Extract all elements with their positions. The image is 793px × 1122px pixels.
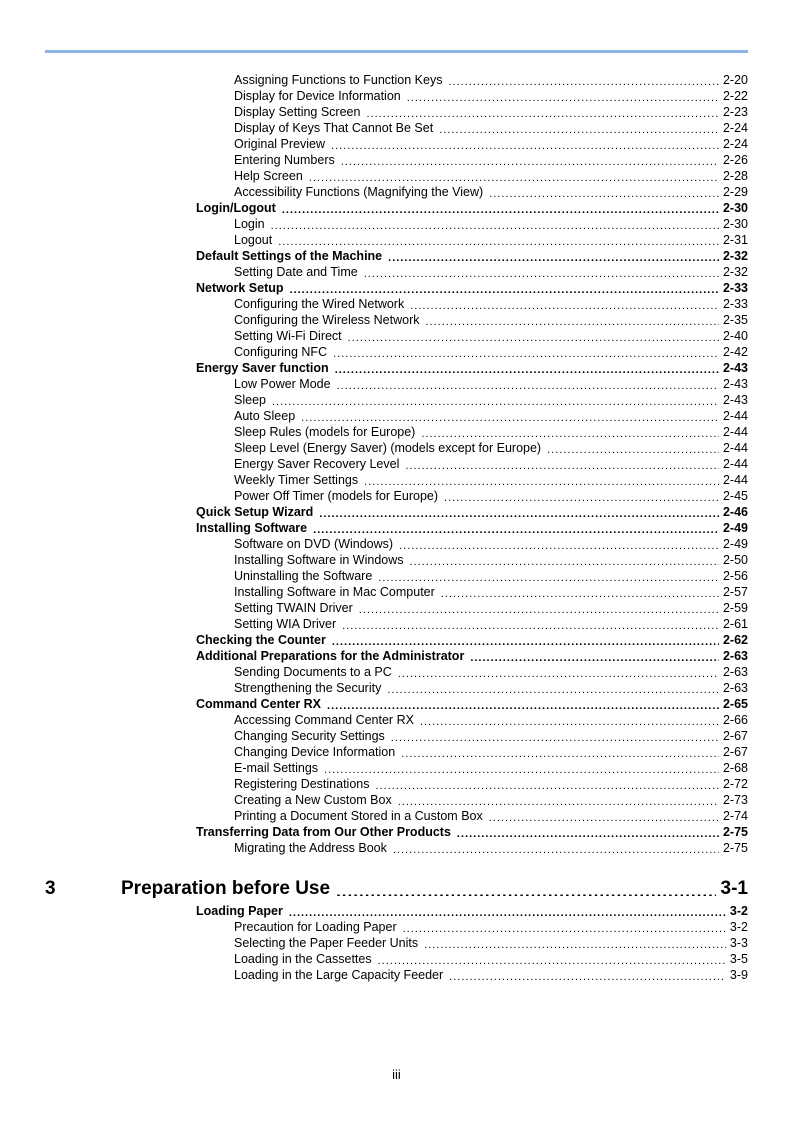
entry-page-number: 2-42 [722,345,748,359]
entry-title: Sleep [234,393,266,407]
entry-title: Default Settings of the Machine [196,249,383,263]
entry-page-number: 2-57 [722,585,748,599]
toc-subentry[interactable] [234,296,748,312]
toc-section-entry[interactable] [196,360,748,376]
entry-title: Setting Date and Time [234,265,358,279]
dot-leader [313,521,719,533]
entry-title: Energy Saver function [196,361,329,375]
dot-leader [364,473,719,485]
entry-title: Checking the Counter [196,633,326,647]
dot-leader [444,489,719,501]
dot-leader [407,89,719,101]
dot-leader [449,968,726,980]
chapter-entry[interactable] [121,878,748,900]
entry-page-number: 2-26 [722,153,748,167]
entry-title: Creating a New Custom Box [234,793,392,807]
entry-page-number: 2-44 [722,473,748,487]
entry-page-number: 2-61 [722,617,748,631]
toc-subentry[interactable] [234,792,748,808]
dot-leader [278,233,719,245]
dot-leader [410,553,719,565]
toc-subentry[interactable] [234,776,748,792]
dot-leader [448,73,719,85]
dot-leader [290,281,719,293]
entry-title: Installing Software in Mac Computer [234,585,435,599]
chapter-title: Preparation before Use [121,878,331,899]
toc-subentry[interactable] [234,216,748,232]
entry-title: Migrating the Address Book [234,841,387,855]
entry-page-number: 2-20 [722,73,748,87]
toc-subentry[interactable] [234,184,748,200]
entry-title: Registering Destinations [234,777,370,791]
entry-page-number: 3-9 [729,968,748,982]
entry-title: Quick Setup Wizard [196,505,314,519]
dot-leader [441,585,719,597]
toc-section-entry[interactable] [196,520,748,536]
toc-subentry[interactable] [234,376,748,392]
toc-subentry[interactable] [234,600,748,616]
entry-page-number: 3-2 [729,904,748,918]
dot-leader [336,880,715,896]
dot-leader [272,393,719,405]
toc-subentry[interactable] [234,680,748,696]
dot-leader [398,793,719,805]
entry-page-number: 2-30 [722,201,748,215]
dot-leader [319,505,719,517]
entry-title: Software on DVD (Windows) [234,537,394,551]
entry-title: Energy Saver Recovery Level [234,457,400,471]
entry-page-number: 2-49 [722,537,748,551]
dot-leader [327,697,719,709]
entry-page-number: 2-68 [722,761,748,775]
dot-leader [271,217,719,229]
entry-title: Network Setup [196,281,284,295]
entry-title: Login/Logout [196,201,276,215]
entry-page-number: 2-45 [722,489,748,503]
entry-page-number: 2-50 [722,553,748,567]
entry-page-number: 2-75 [722,825,748,839]
dot-leader [489,809,719,821]
dot-leader [405,457,719,469]
entry-page-number: 2-44 [722,441,748,455]
dot-leader [309,169,719,181]
entry-page-number: 3-5 [729,952,748,966]
dot-leader [399,537,719,549]
entry-page-number: 2-43 [722,393,748,407]
dot-leader [439,121,719,133]
dot-leader [421,425,719,437]
entry-page-number: 2-23 [722,105,748,119]
toc-subentry[interactable] [234,616,748,632]
entry-page-number: 2-63 [722,681,748,695]
toc-subentry[interactable] [234,136,748,152]
toc-subentry[interactable] [234,584,748,600]
entry-title: Loading in the Cassettes [234,952,372,966]
dot-leader [359,601,719,613]
toc-subentry[interactable] [234,344,748,360]
dot-leader [341,153,719,165]
entry-title: Power Off Timer (models for Europe) [234,489,439,503]
entry-page-number: 2-40 [722,329,748,343]
entry-title: Transferring Data from Our Other Products [196,825,451,839]
entry-title: Low Power Mode [234,377,331,391]
entry-title: Original Preview [234,137,326,151]
dot-leader [401,745,719,757]
entry-title: Entering Numbers [234,153,335,167]
toc-subentry[interactable] [234,951,748,967]
entry-title: Login [234,217,265,231]
entry-page-number: 2-44 [722,409,748,423]
toc-subentry[interactable] [234,728,748,744]
dot-leader [403,920,726,932]
entry-title: Printing a Document Stored in a Custom Box [234,809,483,823]
toc-subentry[interactable] [234,472,748,488]
entry-page-number: 2-56 [722,569,748,583]
entry-title: Setting TWAIN Driver [234,601,353,615]
entry-page-number: 2-46 [722,505,748,519]
dot-leader [376,777,719,789]
entry-title: Display of Keys That Cannot Be Set [234,121,434,135]
entry-page-number: 2-67 [722,729,748,743]
entry-title: Help Screen [234,169,303,183]
entry-title: Uninstalling the Software [234,569,373,583]
dot-leader [426,313,719,325]
toc-subentry[interactable] [234,312,748,328]
entry-title: Precaution for Loading Paper [234,920,397,934]
dot-leader [333,345,719,357]
toc-subentry[interactable] [234,919,748,935]
entry-title: Command Center RX [196,697,322,711]
toc-section-entry[interactable] [196,200,748,216]
entry-title: Sending Documents to a PC [234,665,392,679]
entry-page-number: 2-63 [722,649,748,663]
dot-leader [391,729,719,741]
entry-page-number: 2-29 [722,185,748,199]
entry-title: Configuring the Wireless Network [234,313,420,327]
entry-title: Changing Security Settings [234,729,385,743]
toc-section-entry[interactable] [196,504,748,520]
toc-subentry[interactable] [234,408,748,424]
dot-leader [457,825,719,837]
entry-title: Accessibility Functions (Magnifying the View) [234,185,484,199]
entry-page-number: 2-73 [722,793,748,807]
entry-page-number: 2-44 [722,425,748,439]
entry-page-number: 3-3 [729,936,748,950]
dot-leader [378,569,719,581]
entry-page-number: 2-49 [722,521,748,535]
entry-page-number: 2-35 [722,313,748,327]
entry-page-number: 2-22 [722,89,748,103]
toc-section-entry[interactable] [196,280,748,296]
dot-leader [301,409,719,421]
toc-subentry[interactable] [234,120,748,136]
toc-subentry[interactable] [234,488,748,504]
footer-page-number: iii [392,1067,401,1082]
toc-subentry[interactable] [234,664,748,680]
entry-page-number: 2-30 [722,217,748,231]
toc-subentry[interactable] [234,967,748,983]
entry-title: Installing Software in Windows [234,553,404,567]
entry-title: Display for Device Information [234,89,401,103]
entry-title: Assigning Functions to Function Keys [234,73,443,87]
entry-page-number: 2-74 [722,809,748,823]
dot-leader [393,841,719,853]
entry-page-number: 2-43 [722,361,748,375]
toc-subentry[interactable] [234,72,748,88]
toc-subentry[interactable] [234,568,748,584]
entry-page-number: 2-31 [722,233,748,247]
header-rule [45,50,748,53]
entry-page-number: 2-59 [722,601,748,615]
dot-leader [470,649,719,661]
entry-title: Selecting the Paper Feeder Units [234,936,419,950]
entry-title: Installing Software [196,521,308,535]
dot-leader [387,681,719,693]
entry-title: Sleep Rules (models for Europe) [234,425,416,439]
entry-page-number: 2-24 [722,121,748,135]
entry-title: Loading in the Large Capacity Feeder [234,968,444,982]
dot-leader [420,713,719,725]
entry-page-number: 2-44 [722,457,748,471]
entry-title: Display Setting Screen [234,105,361,119]
toc-subentry[interactable] [234,935,748,951]
entry-page-number: 2-62 [722,633,748,647]
toc-subentry[interactable] [234,264,748,280]
entry-page-number: 2-32 [722,265,748,279]
toc-subentry[interactable] [234,392,748,408]
toc-subentry[interactable] [234,88,748,104]
dot-leader [398,665,719,677]
entry-title: Strengthening the Security [234,681,382,695]
toc-section-entry[interactable] [196,696,748,712]
toc-subentry[interactable] [234,328,748,344]
entry-page-number: 2-72 [722,777,748,791]
dot-leader [332,633,719,645]
entry-page-number: 2-43 [722,377,748,391]
dot-leader [378,952,726,964]
entry-page-number: 2-66 [722,713,748,727]
entry-title: Configuring the Wired Network [234,297,405,311]
toc-subentry[interactable] [234,760,748,776]
chapter-page: 3-1 [720,878,748,899]
toc-section-entry[interactable] [196,903,748,919]
entry-title: Setting WIA Driver [234,617,337,631]
toc-subentry[interactable] [234,552,748,568]
entry-title: Changing Device Information [234,745,396,759]
entry-page-number: 3-2 [729,920,748,934]
dot-leader [489,185,719,197]
dot-leader [324,761,719,773]
dot-leader [364,265,719,277]
entry-page-number: 2-33 [722,297,748,311]
entry-page-number: 2-63 [722,665,748,679]
toc-subentry[interactable] [234,536,748,552]
entry-page-number: 2-28 [722,169,748,183]
dot-leader [335,361,719,373]
entry-title: Auto Sleep [234,409,296,423]
dot-leader [424,936,726,948]
entry-page-number: 2-65 [722,697,748,711]
dot-leader [366,105,719,117]
dot-leader [282,201,719,213]
entry-title: E-mail Settings [234,761,319,775]
toc-subentry[interactable] [234,840,748,856]
entry-page-number: 2-32 [722,249,748,263]
entry-title: Sleep Level (Energy Saver) (models except for Europe) [234,441,542,455]
toc-subentry[interactable] [234,744,748,760]
toc-subentry[interactable] [234,232,748,248]
toc-subentry[interactable] [234,808,748,824]
entry-title: Logout [234,233,273,247]
toc-section-entry[interactable] [196,632,748,648]
toc-section-entry[interactable] [196,248,748,264]
dot-leader [547,441,719,453]
entry-title: Weekly Timer Settings [234,473,359,487]
dot-leader [331,137,719,149]
toc-subentry[interactable] [234,712,748,728]
toc-subentry[interactable] [234,152,748,168]
dot-leader [337,377,719,389]
toc-section-entry[interactable] [196,648,748,664]
toc-section-entry[interactable] [196,824,748,840]
entry-page-number: 2-24 [722,137,748,151]
dot-leader [388,249,719,261]
entry-title: Accessing Command Center RX [234,713,414,727]
toc-subentry[interactable] [234,104,748,120]
toc-subentry[interactable] [234,424,748,440]
dot-leader [410,297,719,309]
toc-subentry[interactable] [234,456,748,472]
entry-page-number: 2-33 [722,281,748,295]
dot-leader [289,904,726,916]
dot-leader [348,329,719,341]
entry-title: Loading Paper [196,904,283,918]
entry-title: Setting Wi-Fi Direct [234,329,342,343]
toc-subentry[interactable] [234,440,748,456]
toc-subentry[interactable] [234,168,748,184]
dot-leader [342,617,719,629]
entry-title: Configuring NFC [234,345,328,359]
entry-page-number: 2-67 [722,745,748,759]
entry-page-number: 2-75 [722,841,748,855]
entry-title: Additional Preparations for the Administrator [196,649,465,663]
chapter-number: 3 [45,878,56,899]
